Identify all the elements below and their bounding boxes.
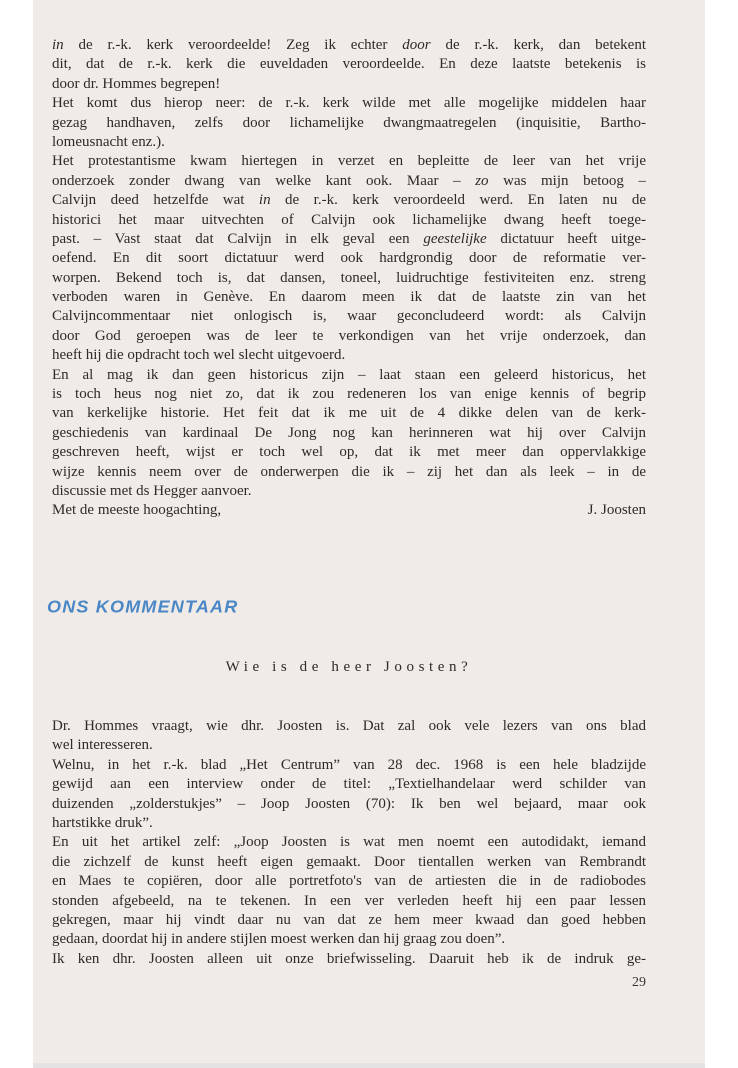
text-segment: onderzoek zonder dwang van welke kant ook. Maar – [52,172,476,189]
article-title: Wie is de heer Joosten? [225,659,473,675]
text-segment: de r.-k. kerk veroordeelde! Zeg ik echter [63,37,403,53]
text-line: heeft hij die opdracht toch wel slecht uitgevoerd. [52,347,346,364]
signature: J. Joosten [587,502,646,519]
letter-closing [52,501,646,520]
letter-paragraphs [52,36,646,501]
text-line: Welnu, in het r.-k. blad „Het Centrum” van 28 dec. 1968 is een hele bladzijde [52,756,646,773]
page-number: 29 [632,975,646,990]
text-line: En al mag ik dan geen historicus zijn – laat staan een geleerd historicus, het [52,366,646,383]
text-line: worpen. Bekend toch is, dat dansen, toneel, luidruchtige festiviteiten enz. streng [52,269,646,286]
text-line: verboden waren in Genève. En daarom meen ik dat de laatste zin van het [52,289,646,306]
text-line: door God geroepen was de leer te verkondigen van het vrije onderzoek, dan [52,327,646,344]
document-page [33,0,705,1063]
text-line: Dr. Hommes vraagt, wie dhr. Joosten is. Dat zal ook vele lezers van ons blad [52,718,646,734]
closing-salutation: Met de meeste hoogachting, [52,502,222,519]
text-segment: Calvijn deed hetzelfde wat [52,192,259,209]
text-segment: de r.-k. kerk, dan betekent [430,37,646,53]
text-line: en Maes te copiëren, door alle portretfoto's van de artiesten die in de radiobodes [52,873,646,890]
letter-body [52,36,646,521]
text-line: gekregen, maar hij vindt daar nu van dat ze hem meer kwaad dan goed hebben [52,911,646,928]
text-line: En uit het artikel zelf: „Joop Joosten is wat men noemt een autodidakt, iemand [52,834,646,851]
paragraph [52,833,646,949]
paragraph [52,36,646,94]
commentary-body [52,717,646,969]
paragraph [52,756,646,834]
text-line: Ik ken dhr. Joosten alleen uit onze briefwisseling. Daaruit heb ik de indruk ge- [52,950,646,967]
paragraph [52,717,646,756]
text-line: gewijd aan een interview onder de titel: „Textielhandelaar werd schilder van [52,776,646,793]
text-segment: was mijn betoog – [488,172,646,189]
text-line: gedaan, doordat hij in andere stijlen moest werken dan hij graag zou doen”. [52,931,506,948]
text-line: oefend. En dit soort dictatuur werd ook hardgrondig door de reformatie ver- [52,250,646,267]
section-heading: ONS KOMMENTAAR [47,597,239,617]
italic-text: geestelijke [423,230,487,247]
text-line: stonden afgebeeld, na te tekenen. In een ver verleden heeft hij een paar lessen [52,892,646,909]
text-segment: de r.-k. kerk veroordeeld werd. En laten nu de [270,192,646,209]
italic-text: in [258,192,271,209]
text-line: van kerkelijke historie. Het feit dat ik me uit de 4 dikke delen van de kerk- [52,405,646,422]
text-segment: past. – Vast staat dat Calvijn in elk geval een [52,230,424,247]
text-line: dit, dat de r.-k. kerk die euveldaden veroordeelde. En deze laatste betekenis is [52,56,646,73]
commentary-paragraphs [52,717,646,969]
text-line: wijze kennis neem over de onderwerpen die ik – zij het dan als leek – in de [52,463,646,480]
text-line: gezag handhaven, zelfs door lichamelijke dwangmaatregelen (inquisitie, Bartho- [52,114,646,131]
text-line: wel interesseren. [52,737,153,754]
text-line: geschreven heeft, wijst er toch wel op, dat ik met meer dan oppervlakkige [52,444,646,461]
italic-text: door [402,37,431,53]
paragraph [52,94,646,152]
text-line [52,230,646,249]
text-line: is toch heus nog niet zo, dat ik zou redeneren los van enige kennis of begrip [52,386,646,403]
text-line [52,172,646,191]
text-line: discussie met ds Hegger aanvoer. [52,482,252,499]
text-line: lomeusnacht enz.). [52,133,165,150]
paragraph [52,152,646,365]
text-line: die zichzelf de kunst heeft eigen gemaakt. Door tientallen werken van Rembrandt [52,853,646,870]
text-line: historici het maar uitvechten of Calvijn ook lichamelijke dwang heeft toege- [52,211,646,228]
text-segment: dictatuur heeft uitge- [486,230,646,247]
italic-text: in [52,37,64,53]
text-line: door dr. Hommes begrepen! [52,75,221,92]
text-line [52,191,646,210]
italic-text: zo [475,172,489,189]
text-line: hartstikke druk”. [52,814,153,831]
paragraph [52,950,646,969]
text-line: Het protestantisme kwam hiertegen in verzet en bepleitte de leer van het vrije [52,153,646,170]
text-line [52,36,646,55]
text-line: Calvijncommentaar niet onlogisch is, waar geconcludeerd wordt: als Calvijn [52,308,646,325]
text-line: duizenden „zolderstukjes” – Joop Joosten (70): Ik ben wel bejaard, maar ook [52,795,646,812]
text-line: Het komt dus hierop neer: de r.-k. kerk wilde met alle mogelijke middelen haar [52,95,646,112]
text-line: geschiedenis van kardinaal De Jong nog kan herinneren wat hij over Calvijn [52,424,646,441]
paragraph [52,366,646,502]
scan-margin [33,1063,705,1068]
